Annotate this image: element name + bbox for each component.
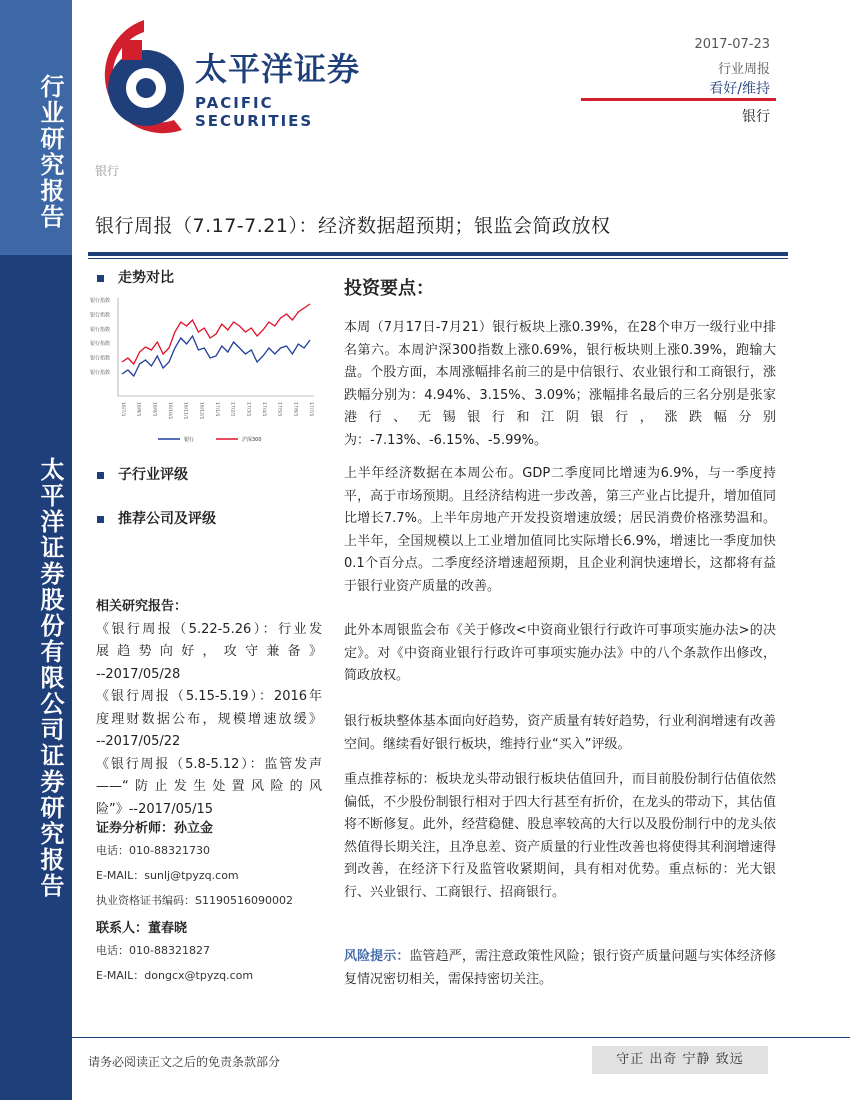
company-logo — [82, 16, 382, 141]
y-tick-label: 银行指数 — [90, 341, 111, 348]
key-points-heading: 投资要点： — [344, 278, 434, 299]
related-title: 相关研究报告： — [96, 599, 188, 614]
logo-english-name: PACIFIC SECURITIES — [195, 94, 314, 130]
report-type: 行业周报 — [717, 62, 770, 77]
x-tick-label: 17/7/1 — [308, 402, 313, 417]
report-date: 2017-07-23 — [694, 37, 770, 52]
x-tick-label: 16/9/1 — [151, 402, 157, 417]
y-tick-label: 银行指数 — [90, 298, 111, 304]
paragraph-economic-data: 上半年经济数据在本周公布。GDP二季度同比增速为6.9%，与一季度持平，高于市场预期。且经济结构进一步改善，第三产业占比提升，增加值同比增长7.7%。上半年房地产开发投资增速放缓；居民消费价格涨势温和。上半年，全国规模以上工业增加值同比实际增长6.9%，增速比一季度加快0.1个百分点。二季度经济增速超预期，且企业利润快速增长，这都将有益于银行业资产质量的改善。 — [344, 466, 776, 594]
x-tick-label: 17/2/1 — [229, 402, 235, 417]
paragraph-risk — [344, 946, 776, 991]
logo-chinese-name: 太平洋证券 — [195, 50, 361, 88]
contact-name: 联系人：董春晓 — [96, 921, 188, 936]
x-tick-label: 16/7/1 — [120, 402, 125, 417]
bullet-square-icon — [97, 472, 104, 479]
bank-series-line — [122, 336, 310, 376]
x-tick-label: 17/5/1 — [276, 402, 282, 417]
industry-rating: 看好/维持 — [709, 81, 770, 97]
related-line[interactable]: 度理财数据公布，规模增速放缓》 — [96, 711, 322, 727]
title-divider-thin — [88, 258, 788, 259]
paragraph-regulation: 此外本周银监会布《关于修改<中资商业银行行政许可事项实施办法>的决定》。对《中资商业银行行政许可事项实施办法》中的八个条款作出修改，简政放权。 — [344, 623, 776, 683]
bullet-square-icon — [97, 516, 104, 523]
industry-name: 银行 — [742, 109, 770, 125]
analyst-certificate: 执业资格证书编码：S1190516090002 — [96, 894, 293, 907]
risk-label: 风险提示： — [344, 949, 410, 964]
related-line[interactable]: 险”》--2017/05/15 — [96, 801, 214, 817]
x-tick-label: 16/11/1 — [182, 402, 188, 420]
company-motto: 守正 出奇 宁静 致远 — [592, 1046, 768, 1074]
y-tick-label: 银行指数 — [90, 370, 111, 376]
x-tick-label: 17/6/1 — [292, 402, 298, 417]
contact-phone: 电话：010-88321827 — [96, 944, 210, 957]
disclaimer-note: 请务必阅读正文之后的免责条款部分 — [88, 1055, 281, 1069]
header-accent-line — [581, 98, 776, 101]
related-line: --2017/05/28 — [96, 666, 181, 682]
trend-chart — [88, 292, 324, 452]
related-line[interactable]: 展趋势向好，攻守兼备》 — [96, 644, 322, 659]
related-line[interactable]: 《银行周报（5.22-5.26）：行业发 — [96, 621, 322, 637]
y-tick-label: 银行指数 — [90, 326, 111, 333]
related-line[interactable]: 《银行周报（5.8-5.12）：监管发声 — [96, 756, 322, 772]
related-reports — [96, 596, 322, 821]
x-tick-label: 17/3/1 — [245, 402, 251, 417]
y-tick-label: 银行指数 — [90, 355, 111, 362]
title-divider — [88, 252, 788, 256]
paragraph-recommendations: 重点推荐标的：板块龙头带动银行板块估值回升，而目前股份制行估值依然偏低，不少股份制银行相对于四大行甚至有折价，在龙头的带动下，其估值将不断修复。此外，经营稳健、股息率较高的大行以及股份制行中的龙头依然值得长期关注，且净息差、资产质量的行业性改善也将使得其利润增速得到改善，在经济下行及监管收紧期间，具有相对优势。重点标的：光大银行、兴业银行、工商银行、招商银行。 — [344, 772, 776, 900]
page-title: 银行周报（7.17-7.21）：经济数据超预期；银监会简政放权 — [95, 215, 611, 237]
related-line[interactable]: 《银行周报（5.15-5.19）：2016年 — [96, 689, 322, 704]
bullet-square-icon — [97, 275, 104, 282]
risk-text: 监管趋严，需注意政策性风险；银行资产质量问题与实体经济修复情况密切相关，需保持密切关注。 — [344, 949, 776, 987]
analyst-name: 证券分析师：孙立金 — [96, 821, 214, 836]
footer-divider — [72, 1037, 850, 1038]
paragraph-rating: 银行板块整体基本面向好趋势，资产质量有转好趋势，行业利润增速有改善空间。继续看好银行板块，维持行业“买入”评级。 — [344, 714, 776, 752]
pacific-securities-logo-icon — [82, 16, 202, 141]
contact-email[interactable]: E-MAIL：dongcx@tpyzq.com — [96, 969, 254, 982]
x-tick-label: 16/10/1 — [167, 402, 172, 420]
legend-hs300-label: 沪深300 — [242, 437, 262, 443]
related-line[interactable]: ——“防止发生处置风险的风 — [96, 779, 322, 794]
related-line: --2017/05/22 — [96, 734, 181, 749]
y-tick-label: 银行指数 — [90, 312, 111, 319]
legend-bank-label: 银行 — [184, 437, 195, 443]
recommended-heading: 推荐公司及评级 — [97, 508, 216, 528]
x-tick-label: 17/4/1 — [261, 402, 266, 417]
analyst-email[interactable]: E-MAIL：sunlj@tpyzq.com — [96, 869, 239, 882]
trend-heading: 走势对比 — [97, 267, 174, 287]
analyst-phone: 电话：010-88321730 — [96, 844, 210, 857]
sub-industry-heading: 子行业评级 — [97, 464, 188, 484]
x-tick-label: 16/8/1 — [135, 402, 141, 417]
sidebar-company-name: 太平洋证券股份有限公司证券研究报告 — [36, 457, 65, 899]
x-tick-label: 16/12/1 — [198, 402, 204, 420]
sidebar-report-category: 行业研究报告 — [36, 74, 65, 230]
x-tick-label: 17/1/1 — [214, 402, 219, 417]
paragraph-weekly-performance: 本周（7月17日-7月21）银行板块上涨0.39%，在28个申万一级行业中排名第六。本周沪深300指数上涨0.69%，银行板块则上涨0.39%，跑输大盘。个股方面，本周涨幅排名前三的是中信银行、农业银行和工商银行，涨跌幅分别为：4.94%、3.15%、3.09%；涨幅排名最后的三名分别是张家港行、无锡银行和江阴银行，涨跌幅分别为：-7.13%、-6.15%、-5.99%。 — [344, 320, 776, 448]
category-label: 银行 — [95, 164, 120, 178]
